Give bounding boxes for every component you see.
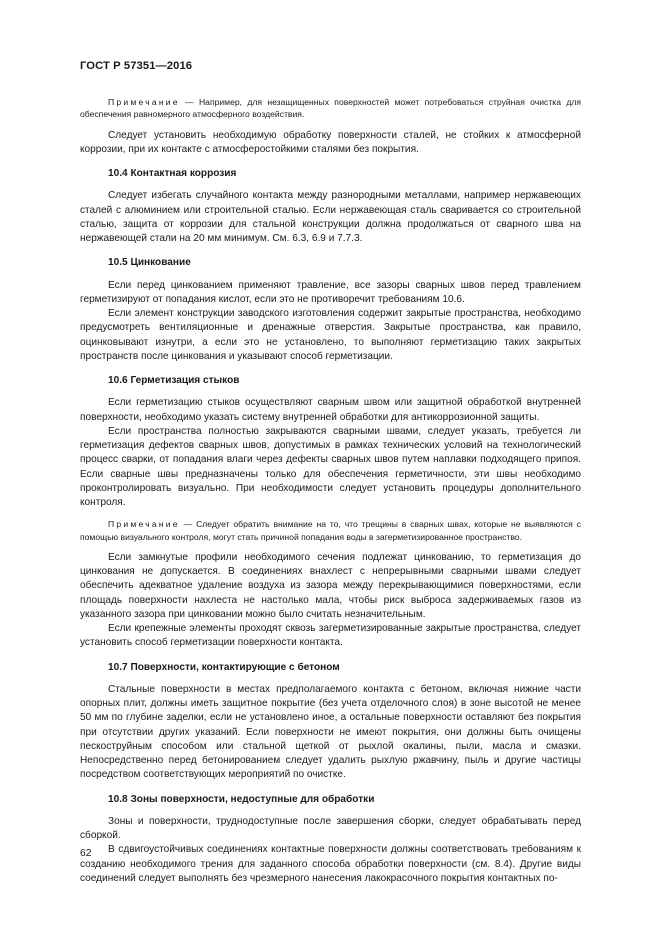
paragraph: Следует установить необходимую обработку поверхности сталей, не стойких к атмосферной коррозии, при их контакте с атмосферостойкими сталями без покрытия.	[80, 129, 581, 155]
paragraph: Если пространства полностью закрываются сварными швами, следует указать, требуется ли герметизация дефектов сварных швов, допустимых в рамках технических условий на технологический процесс сварки, от попадания влаги через дефекты сварных швов путем наплавки подходящего припоя. Если сварные швы предназначены только для обеспечения герметичности, эти швы необходимо проконтролировать визуально. При необходимости следует установить процедуры дополнительного контроля.	[80, 425, 581, 509]
section-heading-10-6: 10.6 Герметизация стыков	[108, 375, 240, 387]
note-text: — Например, для незащищенных поверхностей может потребоваться струйная очистка для обеспечения равномерного атмосферного воздействия.	[80, 97, 581, 120]
page-number: 62	[80, 848, 92, 859]
paragraph: Если элемент конструкции заводского изготовления содержит закрытые пространства, необходимо предусмотреть вентиляционные и дренажные отверстия. Закрытые пространства, как правило, оцинковывают изнутри, а если это не установлено, то выполняют герметизацию таких закрытых пространств после цинкования и указывают способ герметизации.	[80, 308, 581, 362]
paragraph: Если замкнутые профили необходимого сечения подлежат цинкованию, то герметизация до цинкования не допускается. В соединениях внахлест с непрерывными сварными швами следует обеспечить адекватное удаление воздуха из зазора между перекрывающимися поверхностями, если площадь поверхности нахлеста не настолько мала, чтобы риск выброса задерживаемых газов из указанного зазора при цинковании можно было считать незначительным.	[80, 551, 581, 620]
paragraph: Стальные поверхности в местах предполагаемого контакта с бетоном, включая нижние части опорных плит, должны иметь защитное покрытие (без учета отделочного слоя) в зоне высотой не менее 50 мм по глубине заделки, если не установлено иное, а остальные поверхности оставляют без покрытия при отсутствии других указаний. Если поверхности не имеют покрытия, они должны быть очищены пескоструйным способом или стальной щеткой от рыхлой окалины, пыли, масла и смазки. Непосредственно перед бетонированием следует удалить рыхлую ржавчину, пыль и другие частицы посредством соответствующих мероприятий по очистке.	[80, 683, 581, 781]
section-heading-10-5: 10.5 Цинкование	[108, 257, 191, 269]
paragraph: В сдвигоустойчивых соединениях контактные поверхности должны соответствовать требованиям к созданию необходимого трения для заданного способа обработки поверхности (см. 8.4). Другие виды соединений следует выполнять без чрезмерного нанесения лакокрасочного покрытия контактных по-	[80, 844, 581, 884]
paragraph: Если перед цинкованием применяют травление, все зазоры сварных швов перед травлением герметизируют от попадания кислот, если это не противоречит требованиям 10.6.	[80, 279, 581, 305]
note	[80, 96, 581, 121]
page-body	[80, 96, 581, 886]
section-heading-10-4: 10.4 Контактная коррозия	[108, 168, 237, 180]
section-heading-10-7: 10.7 Поверхности, контактирующие с бетоном	[108, 661, 340, 673]
document-header: ГОСТ Р 57351—2016	[80, 60, 193, 72]
paragraph: Следует избегать случайного контакта между разнородными металлами, например нержавеющих сталей с алюминием или строительной сталью. Если нержавеющая сталь сваривается со строительной сталью, защита от коррозии для стальной конструкции должна продолжаться от сварного шва на нержавеющей стали на 20 мм минимум. См. 6.3, 6.9 и 7.7.3.	[80, 190, 581, 245]
paragraph: Если крепежные элементы проходят сквозь загерметизированные закрытые пространства, следует установить способ герметизации поверхности контакта.	[80, 623, 581, 649]
note-label: Примечание	[108, 519, 180, 530]
note-text: — Следует обратить внимание на то, что трещины в сварных швах, которые не выявляются с помощью визуального контроля, могут стать причиной попадания воды в загерметизированное пространство.	[80, 519, 581, 542]
note-label: Примечание	[108, 97, 180, 107]
paragraph: Зоны и поверхности, труднодоступные после завершения сборки, следует обрабатывать перед сборкой.	[80, 815, 581, 842]
section-heading-10-8: 10.8 Зоны поверхности, недоступные для обработки	[108, 793, 375, 805]
note	[80, 518, 581, 543]
paragraph: Если герметизацию стыков осуществляют сварным швом или защитной обработкой внутренней поверхности, необходимо указать систему внутренней обработки для антикоррозионной защиты.	[80, 397, 581, 423]
